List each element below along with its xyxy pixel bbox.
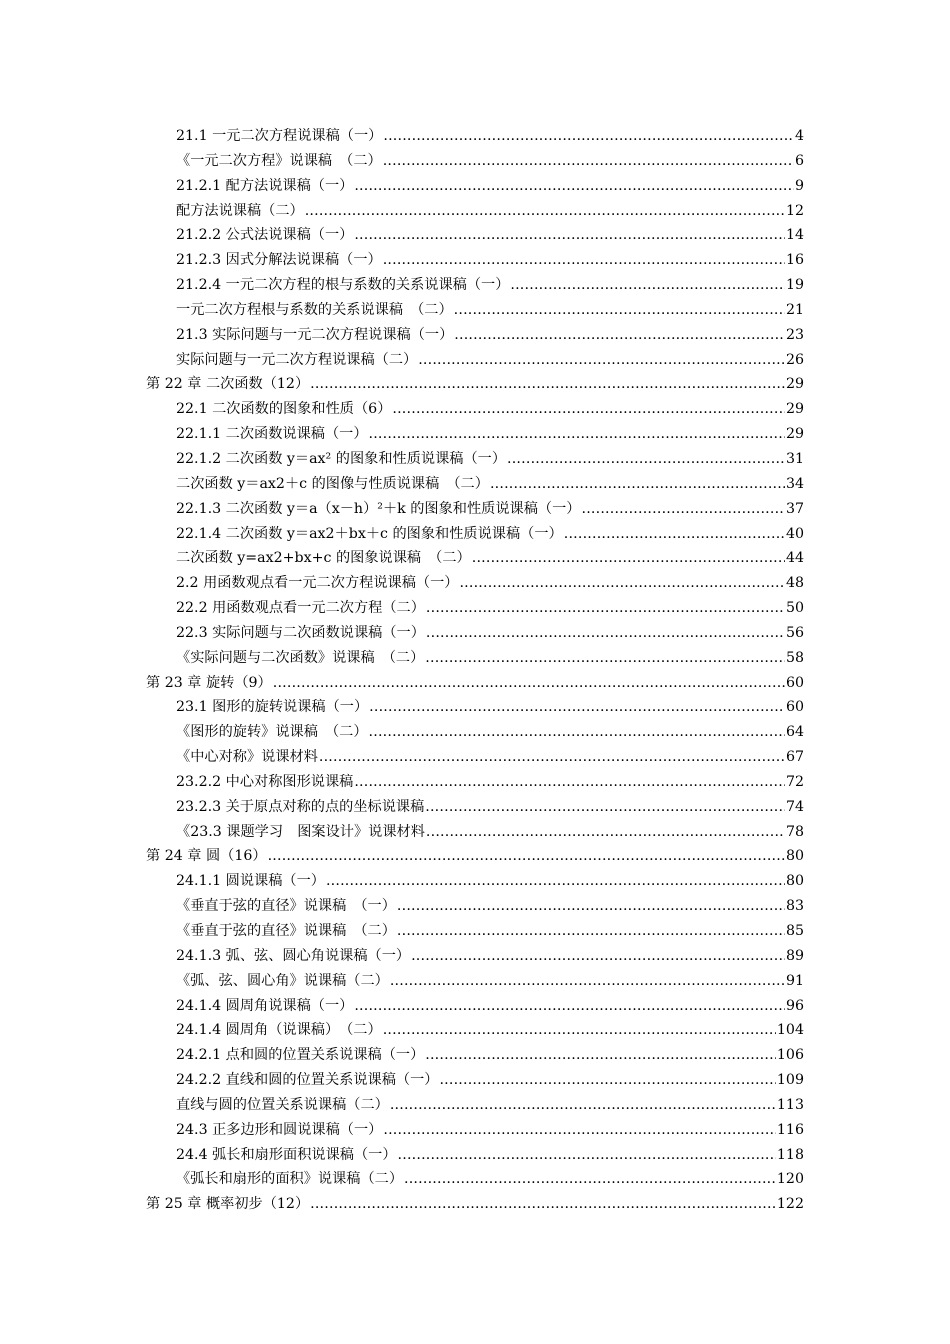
toc-dot-leader bbox=[369, 720, 785, 745]
toc-page-number: 74 bbox=[785, 798, 804, 815]
toc-page-number: 4 bbox=[794, 128, 804, 144]
toc-dot-leader bbox=[425, 1043, 776, 1068]
toc-entry-title: 24.1.3 弧、弦、圆心角说课稿（一） bbox=[176, 947, 411, 964]
toc-page-number: 29 bbox=[785, 401, 804, 418]
toc-entry-title: 24.1.4 圆周角（说课稿） （二） bbox=[176, 1022, 382, 1039]
toc-entry-title: 22.3 实际问题与二次函数说课稿（一） bbox=[176, 624, 425, 641]
toc-page-number: 16 bbox=[785, 252, 804, 269]
toc-page-number: 109 bbox=[776, 1072, 804, 1089]
toc-section-entry[interactable] bbox=[146, 1018, 804, 1043]
toc-page-number: 50 bbox=[785, 600, 804, 617]
toc-page-number: 34 bbox=[785, 475, 804, 492]
toc-entry-title: 直线与圆的位置关系说课稿（二） bbox=[176, 1096, 389, 1113]
toc-section-entry[interactable] bbox=[146, 422, 804, 447]
toc-page-number: 29 bbox=[785, 376, 804, 393]
toc-section-entry[interactable] bbox=[146, 1118, 804, 1143]
toc-entry-title: 24.1.1 圆说课稿（一） bbox=[176, 873, 325, 890]
toc-dot-leader bbox=[369, 422, 785, 447]
toc-page-number: 12 bbox=[785, 202, 804, 219]
toc-page-number: 91 bbox=[785, 972, 804, 989]
toc-page-number: 104 bbox=[776, 1022, 804, 1039]
toc-section-entry[interactable] bbox=[146, 1143, 804, 1168]
toc-section-entry[interactable] bbox=[146, 571, 804, 596]
toc-section-entry[interactable] bbox=[146, 919, 804, 944]
toc-page-number: 60 bbox=[785, 699, 804, 716]
toc-dot-leader bbox=[425, 795, 785, 820]
toc-dot-leader bbox=[425, 646, 785, 671]
toc-page-number: 9 bbox=[794, 177, 804, 194]
toc-entry-title: 21.1 一元二次方程说课稿（一） bbox=[176, 128, 383, 144]
toc-section-entry[interactable] bbox=[146, 1093, 804, 1118]
toc-section-entry[interactable] bbox=[146, 770, 804, 795]
toc-page-number: 26 bbox=[785, 351, 804, 368]
toc-entry-title: 23.2.3 关于原点对称的点的坐标说课稿 bbox=[176, 798, 425, 815]
toc-dot-leader bbox=[383, 1018, 776, 1043]
toc-dot-leader bbox=[310, 1192, 776, 1217]
toc-dot-leader bbox=[510, 273, 785, 298]
toc-entry-title: 实际问题与一元二次方程说课稿（二） bbox=[176, 351, 418, 368]
toc-entry-title: 21.3 实际问题与一元二次方程说课稿（一） bbox=[176, 326, 454, 343]
toc-entry-title: 24.2.1 点和圆的位置关系说课稿（一） bbox=[176, 1047, 425, 1064]
toc-section-entry[interactable] bbox=[146, 596, 804, 621]
toc-page-number: 78 bbox=[785, 823, 804, 840]
toc-dot-leader bbox=[507, 447, 785, 472]
toc-section-entry[interactable] bbox=[146, 298, 804, 323]
toc-dot-leader bbox=[268, 844, 785, 869]
toc-entry-title: 二次函数 y=ax2+bx+c 的图象说课稿 （二） bbox=[176, 550, 471, 567]
toc-section-entry[interactable] bbox=[146, 223, 804, 248]
toc-section-entry[interactable] bbox=[146, 522, 804, 547]
toc-entry-title: 21.2.1 配方法说课稿（一） bbox=[176, 177, 354, 194]
toc-page-number: 58 bbox=[785, 649, 804, 666]
toc-dot-leader bbox=[392, 397, 785, 422]
toc-page-number: 96 bbox=[785, 997, 804, 1014]
toc-section-entry[interactable] bbox=[146, 497, 804, 522]
toc-entry-title: 21.2.2 公式法说课稿（一） bbox=[176, 227, 354, 244]
toc-page-number: 118 bbox=[776, 1146, 804, 1163]
toc-dot-leader bbox=[426, 621, 785, 646]
toc-section-entry[interactable] bbox=[146, 795, 804, 820]
toc-section-entry[interactable] bbox=[146, 646, 804, 671]
toc-page-number: 64 bbox=[785, 724, 804, 741]
toc-section-entry[interactable] bbox=[146, 447, 804, 472]
toc-entry-title: 《中心对称》说课材料 bbox=[176, 749, 318, 766]
toc-dot-leader bbox=[319, 745, 785, 770]
toc-section-entry[interactable] bbox=[146, 397, 804, 422]
toc-page-number: 14 bbox=[785, 227, 804, 244]
toc-section-entry[interactable] bbox=[146, 720, 804, 745]
toc-page-number: 67 bbox=[785, 749, 804, 766]
toc-entry-title: 《垂直于弦的直径》说课稿 （二） bbox=[176, 923, 396, 939]
toc-entry-title: 22.1.4 二次函数 y＝ax2＋bx＋c 的图象和性质说课稿（一） bbox=[176, 525, 563, 542]
toc-page-number: 122 bbox=[776, 1196, 804, 1213]
toc-section-entry[interactable] bbox=[146, 820, 804, 845]
toc-page-number: 23 bbox=[785, 326, 804, 343]
toc-dot-leader bbox=[418, 348, 785, 373]
toc-page-number: 29 bbox=[785, 426, 804, 443]
toc-section-entry[interactable] bbox=[146, 1068, 804, 1093]
toc-section-entry[interactable] bbox=[146, 745, 804, 770]
toc-dot-leader bbox=[383, 149, 794, 174]
toc-page-number: 80 bbox=[785, 873, 804, 890]
toc-page-number: 40 bbox=[785, 525, 804, 542]
toc-dot-leader bbox=[404, 1167, 776, 1192]
toc-dot-leader bbox=[582, 497, 785, 522]
toc-entry-title: 《垂直于弦的直径》说课稿 （一） bbox=[176, 898, 396, 915]
toc-dot-leader bbox=[472, 546, 785, 571]
toc-section-entry[interactable] bbox=[146, 944, 804, 969]
toc-section-entry[interactable] bbox=[146, 348, 804, 373]
toc-dot-leader bbox=[305, 199, 785, 224]
toc-entry-title: 二次函数 y＝ax2＋c 的图像与性质说课稿 （二） bbox=[176, 475, 489, 492]
toc-entry-title: 第 23 章 旋转（9） bbox=[146, 674, 272, 691]
toc-page-number: 116 bbox=[776, 1121, 804, 1138]
toc-entry-title: 配方法说课稿（二） bbox=[176, 202, 304, 219]
toc-dot-leader bbox=[390, 1093, 776, 1118]
toc-dot-leader bbox=[369, 695, 785, 720]
toc-page-number: 48 bbox=[785, 575, 804, 592]
toc-entry-title: 22.1.2 二次函数 y＝ax² 的图象和性质说课稿（一） bbox=[176, 450, 507, 467]
toc-section-entry[interactable] bbox=[146, 695, 804, 720]
toc-dot-leader bbox=[310, 372, 785, 397]
toc-dot-leader bbox=[354, 223, 785, 248]
toc-entry-title: 24.4 弧长和扇形面积说课稿（一） bbox=[176, 1146, 397, 1163]
toc-dot-leader bbox=[326, 869, 785, 894]
toc-section-entry[interactable] bbox=[146, 994, 804, 1019]
toc-dot-leader bbox=[383, 124, 794, 149]
toc-section-entry[interactable] bbox=[146, 199, 804, 224]
toc-section-entry[interactable] bbox=[146, 1043, 804, 1068]
toc-chapter-entry[interactable] bbox=[146, 844, 804, 869]
toc-chapter-entry[interactable] bbox=[146, 1192, 804, 1217]
toc-dot-leader bbox=[383, 1118, 776, 1143]
toc-dot-leader bbox=[354, 994, 785, 1019]
toc-page-number: 72 bbox=[785, 773, 804, 790]
toc-page-number: 37 bbox=[785, 500, 804, 517]
toc-entry-title: 24.3 正多边形和圆说课稿（一） bbox=[176, 1121, 383, 1138]
toc-page-number: 120 bbox=[776, 1171, 804, 1188]
toc-dot-leader bbox=[439, 1068, 775, 1093]
toc-dot-leader bbox=[426, 820, 785, 845]
toc-dot-leader bbox=[390, 969, 785, 994]
toc-section-entry[interactable] bbox=[146, 174, 804, 199]
toc-dot-leader bbox=[397, 894, 785, 919]
toc-section-entry[interactable] bbox=[146, 472, 804, 497]
toc-chapter-entry[interactable] bbox=[146, 372, 804, 397]
toc-section-entry[interactable] bbox=[146, 969, 804, 994]
toc-page-number: 44 bbox=[785, 550, 804, 567]
toc-entry-title: 21.2.4 一元二次方程的根与系数的关系说课稿（一） bbox=[176, 277, 510, 294]
toc-section-entry[interactable] bbox=[146, 546, 804, 571]
toc-dot-leader bbox=[454, 323, 785, 348]
toc-dot-leader bbox=[426, 596, 785, 621]
toc-page-number: 6 bbox=[794, 152, 804, 169]
toc-dot-leader bbox=[398, 1143, 776, 1168]
toc-entry-title: 22.1.1 二次函数说课稿（一） bbox=[176, 426, 368, 443]
toc-entry-title: 《23.3 课题学习 图案设计》说课材料 bbox=[176, 823, 425, 840]
toc-entry-title: 22.2 用函数观点看一元二次方程（二） bbox=[176, 600, 425, 617]
toc-page-number: 113 bbox=[776, 1096, 804, 1113]
toc-entry-title: 2.2 用函数观点看一元二次方程说课稿（一） bbox=[176, 575, 459, 592]
toc-entry-title: 一元二次方程根与系数的关系说课稿 （二） bbox=[176, 301, 453, 318]
toc-section-entry[interactable] bbox=[146, 273, 804, 298]
toc-entry-title: 22.1.3 二次函数 y＝a（x－h）²＋k 的图象和性质说课稿（一） bbox=[176, 500, 581, 517]
toc-entry-title: 22.1 二次函数的图象和性质（6） bbox=[176, 401, 392, 418]
toc-dot-leader bbox=[354, 174, 794, 199]
toc-entry-title: 《实际问题与二次函数》说课稿 （二） bbox=[176, 649, 425, 666]
toc-page-number: 83 bbox=[785, 898, 804, 915]
toc-entry-title: 第 24 章 圆（16） bbox=[146, 848, 267, 865]
toc-chapter-entry[interactable] bbox=[146, 671, 804, 696]
toc-dot-leader bbox=[490, 472, 785, 497]
toc-entry-title: 23.2.2 中心对称图形说课稿 bbox=[176, 773, 354, 790]
toc-section-entry[interactable] bbox=[146, 894, 804, 919]
toc-entry-title: 21.2.3 因式分解法说课稿（一） bbox=[176, 252, 382, 269]
toc-entry-title: 第 22 章 二次函数（12） bbox=[146, 376, 310, 393]
toc-page-number: 31 bbox=[785, 450, 804, 467]
toc-page-number: 19 bbox=[785, 277, 804, 294]
toc-page-number: 80 bbox=[785, 848, 804, 865]
toc-section-entry[interactable] bbox=[146, 124, 804, 149]
toc-dot-leader bbox=[454, 298, 785, 323]
toc-dot-leader bbox=[273, 671, 785, 696]
toc-dot-leader bbox=[397, 919, 785, 944]
toc-page-number: 56 bbox=[785, 624, 804, 641]
toc-entry-title: 《弧长和扇形的面积》说课稿（二） bbox=[176, 1171, 404, 1188]
toc-entry-title: 《一元二次方程》说课稿 （二） bbox=[176, 152, 382, 169]
toc-entry-title: 23.1 图形的旋转说课稿（一） bbox=[176, 699, 369, 716]
toc-entry-title: 《弧、弦、圆心角》说课稿（二） bbox=[176, 972, 389, 989]
toc-section-entry[interactable] bbox=[146, 248, 804, 273]
toc-dot-leader bbox=[354, 770, 785, 795]
toc-section-entry[interactable] bbox=[146, 621, 804, 646]
toc-section-entry[interactable] bbox=[146, 149, 804, 174]
toc-entry-title: 《图形的旋转》说课稿 （二） bbox=[176, 724, 368, 741]
toc-page-number: 60 bbox=[785, 674, 804, 691]
toc-section-entry[interactable] bbox=[146, 869, 804, 894]
toc-entry-title: 24.2.2 直线和圆的位置关系说课稿（一） bbox=[176, 1072, 439, 1089]
toc-page-number: 21 bbox=[785, 301, 804, 318]
toc-entry-title: 第 25 章 概率初步（12） bbox=[146, 1196, 310, 1213]
toc-section-entry[interactable] bbox=[146, 323, 804, 348]
toc-page-number: 89 bbox=[785, 947, 804, 964]
toc-page-number: 106 bbox=[776, 1047, 804, 1064]
toc-page-number: 85 bbox=[785, 923, 804, 939]
toc-dot-leader bbox=[459, 571, 784, 596]
toc-section-entry[interactable] bbox=[146, 1167, 804, 1192]
toc-dot-leader bbox=[564, 522, 785, 547]
table-of-contents bbox=[146, 124, 804, 1217]
toc-entry-title: 24.1.4 圆周角说课稿（一） bbox=[176, 997, 354, 1014]
toc-dot-leader bbox=[411, 944, 785, 969]
toc-dot-leader bbox=[383, 248, 785, 273]
